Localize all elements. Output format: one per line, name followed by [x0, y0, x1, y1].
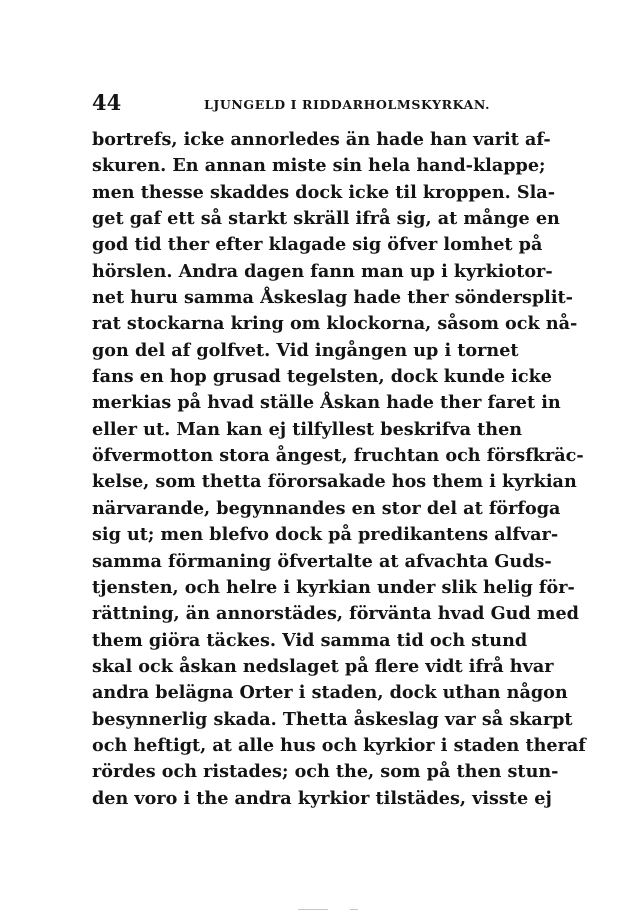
text-line: öfvermotton stora ångest, fruchtan och försfkräc- [92, 445, 584, 467]
text-line: them giöra täckes. Vid samma tid och stund [92, 629, 528, 651]
text-line: eller ut. Man kan ej tilfyllest beskrifva then [92, 418, 523, 440]
text-line: bortrefs, icke annorledes än hade han varit af- [92, 129, 551, 150]
text-line: sig ut; men blefvo dock på predikantens alfvar- [92, 524, 559, 546]
text-line: rättning, än annorstädes, förvänta hvad Gud med [92, 603, 579, 625]
text-line: gon del af golfvet. Vid ingången up i tornet [92, 339, 519, 361]
page-number: 44 [92, 90, 122, 115]
text-line: skuren. En annan miste sin hela hand-klappe; [92, 155, 546, 177]
text-line: fans en hop grusad tegelsten, dock kunde icke [92, 366, 552, 388]
text-line: samma förmaning öfvertalte at afvachta Guds- [92, 550, 552, 572]
text-line: merkias på hvad ställe Åskan hade ther faret in [92, 392, 561, 414]
text-line: den voro i the andra kyrkior tilstädes, visste ej [92, 787, 552, 809]
text-line: skal ock åskan nedslaget på flere vidt ifrå hvar [92, 655, 554, 677]
running-title: LJUNGELD I RIDDARHOLMSKYRKAN. [204, 97, 491, 112]
running-head [92, 88, 600, 118]
text-line: närvarande, begynnandes en stor del at förfoga [92, 497, 561, 519]
text-line: hörslen. Andra dagen fann man up i kyrkiotor- [92, 260, 553, 282]
text-line: net huru samma Åskeslag hade ther söndersplit- [92, 287, 573, 309]
text-line: get gaf ett så starkt skräll ifrå sig, at månge en [92, 208, 560, 230]
text-line: tjensten, och helre i kyrkian under slik helig för- [92, 576, 575, 598]
text-line: och heftigt, at alle hus och kyrkior i staden theraf [92, 734, 586, 756]
text-line: besynnerlig skada. Thetta åskeslag var så skarpt [92, 708, 573, 730]
text-line: kelse, som thetta förorsakade hos them i kyrkian [92, 471, 577, 493]
text-line: rördes och ristades; och the, som på then stun- [92, 761, 559, 783]
faint-footer-mark [298, 905, 370, 915]
footer-stroke [298, 909, 328, 910]
text-line: men thesse skaddes dock icke til kroppen. Sla- [92, 181, 556, 203]
footer-stroke [350, 909, 358, 910]
text-line: rat stockarna kring om klockorna, såsom ock nå- [92, 313, 578, 335]
body-text [92, 127, 600, 812]
text-line: andra belägna Orter i staden, dock uthan någon [92, 682, 568, 704]
text-line: god tid ther efter klagade sig öfver lomhet på [92, 234, 543, 256]
